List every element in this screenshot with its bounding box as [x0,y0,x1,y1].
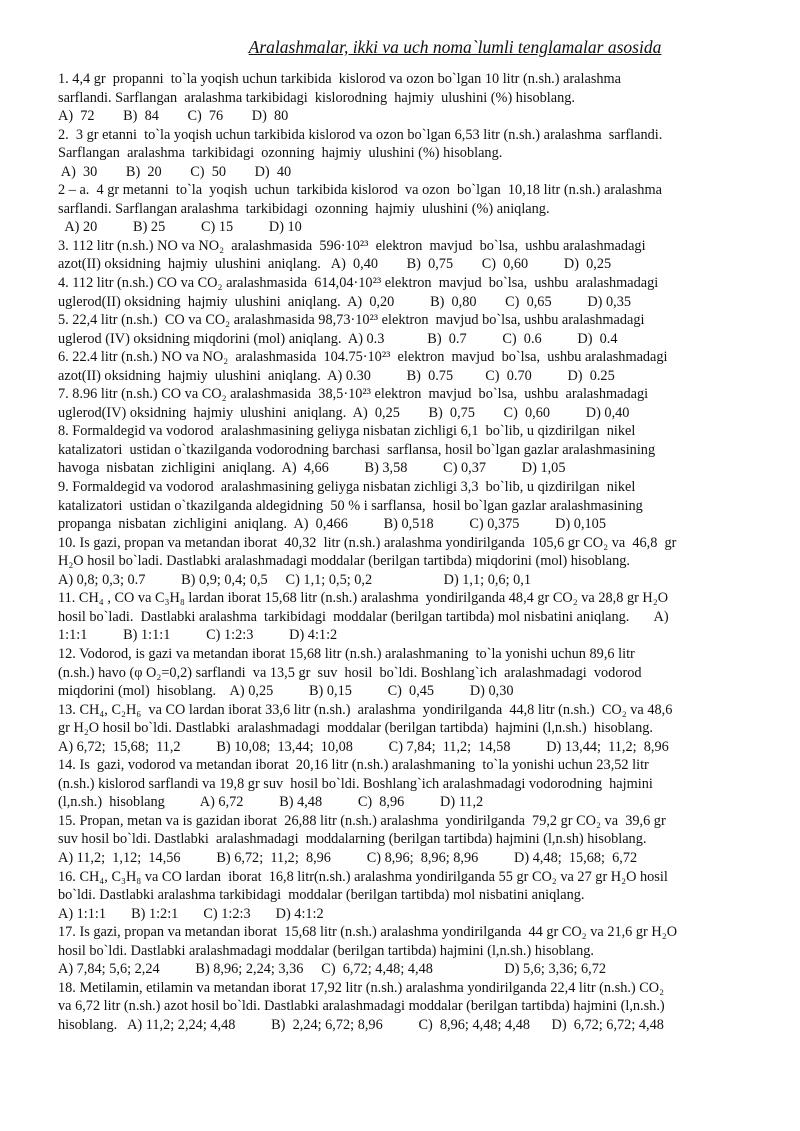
text-line: 11. CH₄ , CO va C₃H₈ lardan iborat 15,68 litr (n.sh.) aralashma yondirilganda 48,4 gr CO₂ va 28,8 gr H₂O [58,590,669,607]
text-line: 1. 4,4 gr propanni to`la yoqish uchun tarkibida kislorod va ozon bo`lgan 10 litr (n.sh.) aralashma [58,71,622,87]
text-line: 2 – a. 4 gr metanni to`la yoqish uchun tarkibida kislorod va ozon bo`lgan 10,18 litr (n.sh.) aralashma [58,182,662,199]
text-line: A) 7,84; 5,6; 2,24 B) 8,96; 2,24; 3,36 C) 6,72; 4,48; 4,48 D) 5,6; 3,36; 6,72 [58,961,607,978]
text-line: suv hosil bo`ldi. Dastlabki aralashmadagi moddalarning (berilgan tartibda) hajmini (l,n.sh) hisoblang. [58,831,647,848]
text-line: 16. CH₄, C₃H₈ va CO lardan iborat 16,8 litr(n.sh.) aralashma yondirilganda 55 gr CO₂ va 27 gr H₂O hosil [58,868,668,885]
page-title: Aralashmalar, ikki va uch noma`lumli tenglamalar asosida [248,37,662,57]
text-line: 8. Formaldegid va vodorod aralashmasining geliyga nisbatan zichligi 6,1 bo`lib, u qizdirilgan nikel [58,423,636,440]
text-line: va 6,72 litr (n.sh.) azot hosil bo`ldi. Dastlabki aralashmadagi moddalar (berilgan tartibda) hajmini (l,n.sh.) [58,998,665,1015]
text-line: 10. Is gazi, propan va metandan iborat 40,32 litr (n.sh.) aralashma yondirilganda 105,6 gr CO₂ va 46,8 gr [58,534,677,551]
text-line: hisoblang. A) 11,2; 2,24; 4,48 B) 2,24; 6,72; 8,96 C) 8,96; 4,48; 4,48 D) 6,72; 6,72; 4,48 [58,1016,664,1033]
text-line: 2. 3 gr etanni to`la yoqish uchun tarkibida kislorod va ozon bo`lgan 6,53 litr (n.sh.) aralashma sarflandi. [58,126,663,143]
text-line: uglerod(II) oksidning hajmiy ulushini aniqlang. A) 0,20 B) 0,80 C) 0,65 D) 0,35 [58,293,632,310]
text-line: 7. 8.96 litr (n.sh.) CO va CO₂ aralashmasida 38,5·10²³ elektron mavjud bo`lsa, ushbu aralashmadagi [58,386,649,403]
text-line: hosil bo`ladi. Dastlabki aralashma tarkibidagi moddalar (berilgan tartibda) mol nisbatini aniqlang. A) [58,608,669,625]
text-line: gr H₂O hosil bo`ldi. Dastlabki aralashmadagi moddalar (berilgan tartibda) hajmini (l,n.sh.) hisoblang. [58,720,653,737]
text-line: azot(II) oksidning hajmiy ulushini aniqlang. A) 0,40 B) 0,75 C) 0,60 D) 0,25 [58,256,612,273]
text-line: Sarflangan aralashma tarkibidagi ozonning hajmiy ulushini (%) hisoblang. [58,145,503,162]
text-line: A) 1:1:1 B) 1:2:1 C) 1:2:3 D) 4:1:2 [58,905,324,922]
text-line: 15. Propan, metan va is gazidan iborat 26,88 litr (n.sh.) aralashma yondirilganda 79,2 gr CO₂ va 39,6 gr [58,812,666,829]
text-line: 14. Is gazi, vodorod va metandan iborat 20,16 litr (n.sh.) aralashmaning to`la yonishi uchun 23,52 litr [58,757,649,774]
text-line: uglerod (IV) oksidning miqdorini (mol) aniqlang. A) 0.3 B) 0.7 C) 0.6 D) 0.4 [58,330,618,347]
text-line: 17. Is gazi, propan va metandan iborat 15,68 litr (n.sh.) aralashma yondirilganda 44 gr CO₂ va 21,6 gr H₂O [58,924,678,941]
text-line: 13. CH₄, C₂H₆ va CO lardan iborat 33,6 litr (n.sh.) aralashma yondirilganda 44,8 litr (n.sh.) CO₂ va 48,6 [58,701,673,718]
text-line: A) 6,72; 15,68; 11,2 B) 10,08; 13,44; 10,08 C) 7,84; 11,2; 14,58 D) 13,44; 11,2; 8,96 [58,738,669,755]
text-line: havoga nisbatan zichligini aniqlang. A) 4,66 B) 3,58 C) 0,37 D) 1,05 [58,460,566,477]
text-line: 1:1:1 B) 1:1:1 C) 1:2:3 D) 4:1:2 [58,627,338,644]
text-line: H₂O hosil bo`ladi. Dastlabki aralashmadagi moddalar (berilgan tartibda) miqdorini (mol) hisoblang. [58,553,630,570]
text-line: A) 20 B) 25 C) 15 D) 10 [58,219,302,236]
text-line: A) 72 B) 84 C) 76 D) 80 [58,108,289,125]
text-line: 6. 22.4 litr (n.sh.) NO va NO₂ aralashmasida 104.75·10²³ elektron mavjud bo`lsa, ushbu aralashmadagi [58,349,668,366]
text-line: miqdorini (mol) hisoblang. A) 0,25 B) 0,15 C) 0,45 D) 0,30 [58,683,514,700]
text-line: A) 30 B) 20 C) 50 D) 40 [58,163,292,180]
text-line: A) 11,2; 1,12; 14,56 B) 6,72; 11,2; 8,96 C) 8,96; 8,96; 8,96 D) 4,48; 15,68; 6,72 [58,849,638,866]
text-line: azot(II) oksidning hajmiy ulushini aniqlang. A) 0.30 B) 0.75 C) 0.70 D) 0.25 [58,367,615,384]
text-line: sarflandi. Sarflangan aralashma tarkibidagi ozonning hajmiy ulushini (%) aniqlang. [58,200,550,217]
text-line: (n.sh.) havo (φ O₂=0,2) sarflandi va 13,5 gr suv hosil bo`ldi. Boshlang`ich aralashmadagi vodorod [58,664,642,681]
text-line: 3. 112 litr (n.sh.) NO va NO₂ aralashmasida 596·10²³ elektron mavjud bo`lsa, ushbu aralashmadagi [58,237,646,254]
text-line: uglerod(IV) oksidning hajmiy ulushini aniqlang. A) 0,25 B) 0,75 C) 0,60 D) 0,40 [58,404,630,421]
problem-list [58,70,762,1034]
text-line: katalizatori ustidan o`tkazilganda aldegidning 50 % i sarflansa, hosil bo`lgan gazlar aralashmasining [58,497,643,514]
text-line: A) 0,8; 0,3; 0.7 B) 0,9; 0,4; 0,5 C) 1,1; 0,5; 0,2 D) 1,1; 0,6; 0,1 [58,571,531,588]
text-line: 5. 22,4 litr (n.sh.) CO va CO₂ aralashmasida 98,73·10²³ elektron mavjud bo`lsa, ushbu aralashmadagi [58,312,645,329]
text-line: sarflandi. Sarflangan aralashma tarkibidagi kislorodning hajmiy ulushini (%) hisoblang. [58,89,575,106]
text-line: katalizatori ustidan o`tkazilganda vodorodning barchasi sarflansa, hosil bo`lgan gazlar aralashmasining [58,441,656,458]
text-line: 9. Formaldegid va vodorod aralashmasining geliyga nisbatan zichligi 3,3 bo`lib, u qizdirilgan nikel [58,479,636,496]
text-line: (n.sh.) kislorod sarflandi va 19,8 gr suv hosil bo`ldi. Boshlang`ich aralashmadagi vodorodning hajmini [58,775,653,792]
text-line: (l,n.sh.) hisoblang A) 6,72 B) 4,48 C) 8,96 D) 11,2 [58,794,484,811]
text-line: 18. Metilamin, etilamin va metandan iborat 17,92 litr (n.sh.) aralashma yondirilganda 22,4 litr (n.sh.) CO₂ [58,979,665,996]
text-line: bo`ldi. Dastlabki aralashma tarkibidagi moddalar (berilgan tartibda) mol nisbatini aniqlang. [58,887,585,904]
text-line: propanga nisbatan zichligini aniqlang. A) 0,466 B) 0,518 C) 0,375 D) 0,105 [58,516,606,533]
text-line: 12. Vodorod, is gazi va metandan iborat 15,68 litr (n.sh.) aralashmaning to`la yonishi uchun 89,6 litr [58,645,635,662]
text-line: 4. 112 litr (n.sh.) CO va CO₂ aralashmasida 614,04·10²³ elektron mavjud bo`lsa, ushbu aralashmadagi [58,275,659,292]
text-line: hosil bo`ldi. Dastlabki aralashmadagi moddalar (berilgan tartibda) hajmini (l,n.sh.) hisoblang. [58,942,595,959]
